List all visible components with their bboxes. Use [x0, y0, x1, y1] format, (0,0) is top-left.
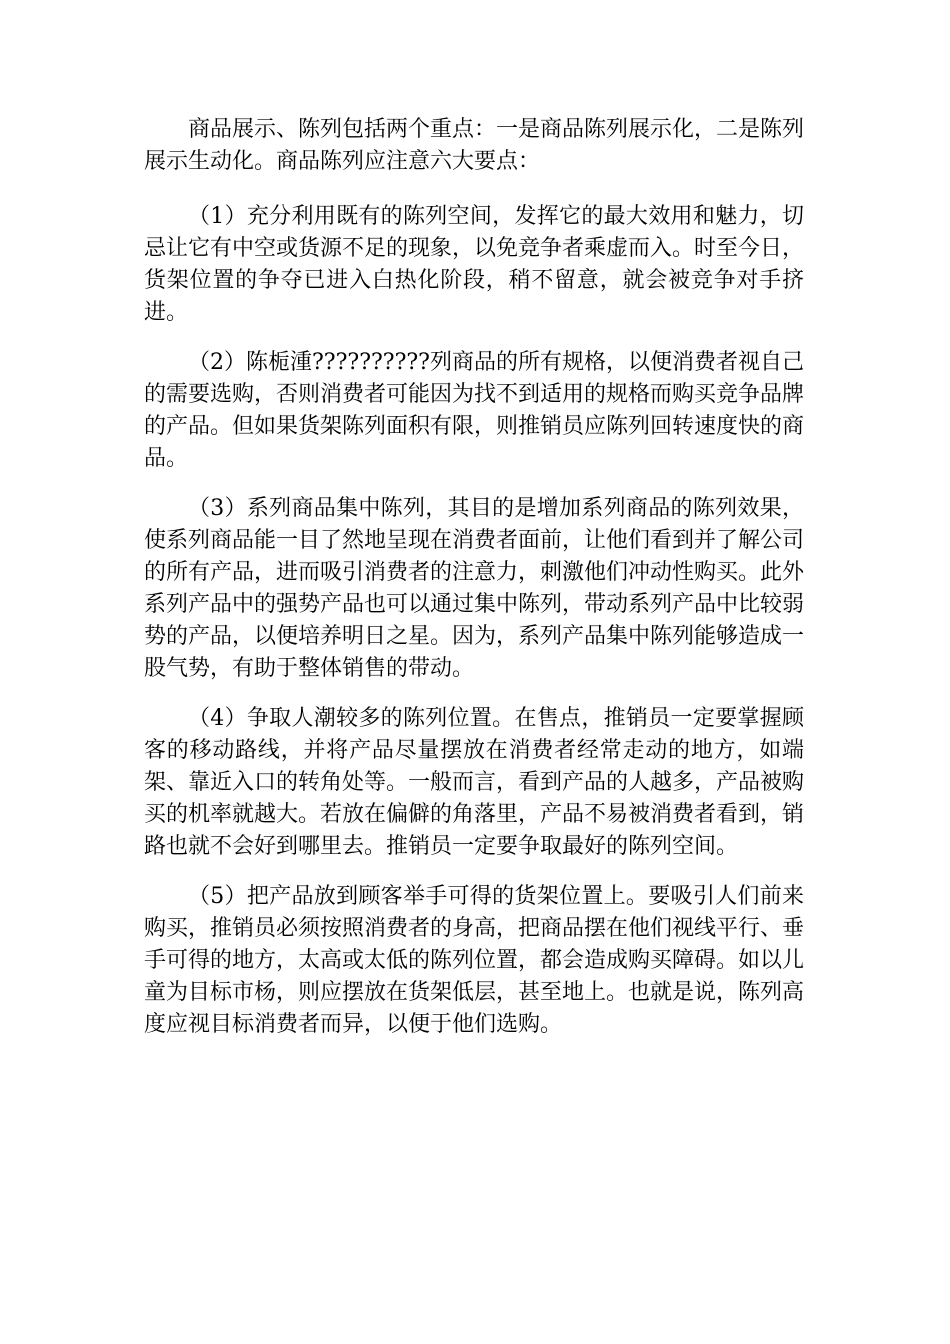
- point-4-paragraph: （4）争取人潮较多的陈列位置。在售点，推销员一定要掌握顾客的移动路线，并将产品尽量摆放在消费者经常走动的地方，如端架、靠近入口的转角处等。一般而言，看到产品的人越多，产品被购买的机率就越大。若放在偏僻的角落里，产品不易被消费者看到，销路也就不会好到哪里去。推销员一定要争取最好的陈列空间。: [144, 706, 805, 859]
- point-1-paragraph: （1）充分利用既有的陈列空间，发挥它的最大效用和魅力，切忌让它有中空或货源不足的现象，以免竞争者乘虚而入。时至今日，货架位置的争夺已进入白热化阶段，稍不留意，就会被竞争对手挤进。: [144, 204, 805, 325]
- intro-paragraph: 商品展示、陈列包括两个重点：一是商品陈列展示化，二是陈列展示生动化。商品陈列应注意六大要点：: [144, 117, 805, 174]
- point-5-paragraph: （5）把产品放到顾客举手可得的货架位置上。要吸引人们前来购买，推销员必须按照消费者的身高，把商品摆在他们视线平行、垂手可得的地方，太高或太低的陈列位置，都会造成购买障碍。如以儿童为目标市杨，则应摆放在货架低层，甚至地上。也就是说，陈列高度应视目标消费者而异，以便于他们选购。: [144, 884, 805, 1037]
- point-3-paragraph: （3）系列商品集中陈列，其目的是增加系列商品的陈列效果，使系列商品能一目了然地呈现在消费者面前，让他们看到并了解公司的所有产品，进而吸引消费者的注意力，刺激他们冲动性购买。此外系列产品中的强势产品也可以通过集中陈列，带动系列产品中比较弱势的产品，以便培养明日之星。因为，系列产品集中陈列能够造成一股气势，有助于整体销售的带动。: [144, 496, 805, 681]
- point-2-paragraph: （2）陈栀湩??????????列商品的所有规格，以便消费者视自己的需要选购，否则消费者可能因为找不到适用的规格而购买竞争品牌的产品。但如果货架陈列面积有限，则推销员应陈列回转速度快的商品。: [144, 350, 805, 471]
- document-body: [144, 114, 804, 1059]
